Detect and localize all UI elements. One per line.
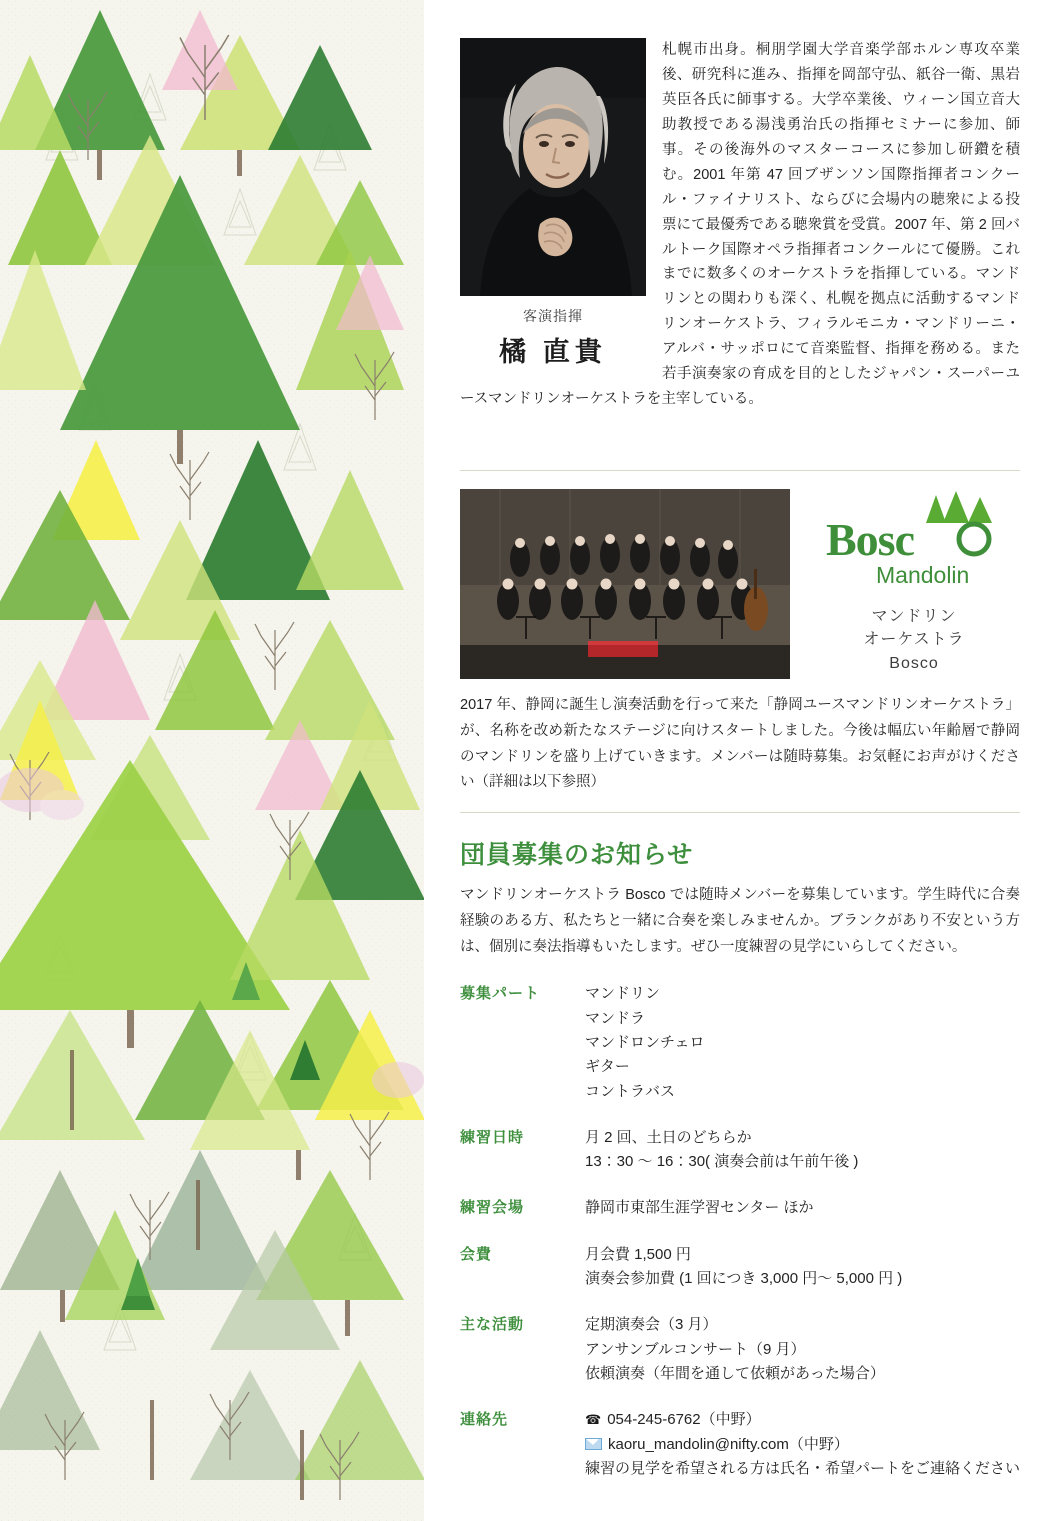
orchestra-stage-photo	[460, 489, 790, 679]
row-label-activities: 主な活動	[460, 1316, 525, 1334]
list-item: 月会費 1,500 円	[584, 1245, 691, 1263]
list-item: マンドラ	[584, 1009, 645, 1027]
row-label-contact: 連絡先	[460, 1411, 509, 1429]
row-value-fee	[585, 1243, 1020, 1314]
forest-illustration	[0, 0, 424, 1521]
list-item: コントラバス	[584, 1082, 675, 1100]
list-item: マンドリン	[584, 985, 660, 1003]
contact-email-line[interactable]	[585, 1433, 1020, 1457]
list-item: 月 2 回、土日のどちらか	[584, 1128, 752, 1146]
bosco-subtitle	[808, 605, 1020, 675]
recruitment-lead-text: マンドリンオーケストラ Bosco では随時メンバーを募集しています。学生時代に合奏経験のある方、私たちと一緒に合奏を楽しみませんか。ブランクがあり不安という方は、個別に奏法指導もいたします。ぜひ一度練習の見学にいらしてください。	[460, 887, 1020, 955]
svg-text:Bosc: Bosc	[826, 514, 914, 566]
row-value-schedule	[585, 1126, 1020, 1197]
conductor-section	[460, 38, 1020, 412]
list-item: 演奏会参加費 (1 回につき 3,000 円〜 5,000 円 )	[584, 1270, 903, 1288]
table-row	[460, 1313, 1020, 1408]
contact-note: 練習の見学を希望される方は氏名・希望パートをご連絡ください	[584, 1459, 1020, 1477]
row-value-parts	[585, 982, 1020, 1125]
list-item: アンサンブルコンサート（9 月）	[584, 1340, 806, 1358]
phone-icon: ☎	[584, 1412, 602, 1428]
recruitment-title: 団員募集のお知らせ	[460, 841, 694, 869]
conductor-photo-block	[460, 38, 646, 369]
row-label-fee: 会費	[460, 1245, 493, 1263]
list-item: マンドロンチェロ	[584, 1033, 705, 1051]
row-value-activities	[585, 1313, 1020, 1408]
contact-email[interactable]: kaoru_mandolin@nifty.com（中野）	[607, 1435, 849, 1453]
table-row-contact	[460, 1408, 1020, 1503]
contact-phone: 054-245-6762（中野）	[607, 1411, 761, 1429]
conductor-biography: 札幌市出身。桐朋学園大学音楽学部ホルン専攻卒業後、研究科に進み、指揮を岡部守弘、紙谷一衛、黒岩英臣各氏に師事する。大学卒業後、ウィーン国立音大助教授である湯浅勇治氏の指揮セミナーに参加、師事。その後海外のマスターコースに参加し研鑽を積む。2001 年第 47 回ブザンソン国際指揮者コンクール・ファイナリスト、ならびに会場内の聴衆による投票にて最優秀である聴衆賞を受賞。2007 年、第 2 回バルトーク国際オペラ指揮者コンクールにて優勝。これまでに数多くのオーケストラを指揮している。マンドリンとの関わりも深く、札幌を拠点に活動するマンドリンオーケストラ、フィラルモニカ・マンドリーニ・アルバ・サッポロにて音楽監督、指揮を務める。また若手演奏家の育成を目的としたジャパン・スーパーユースマンドリンオーケストラを主宰している。	[460, 42, 1020, 408]
contact-phone-line	[585, 1408, 1020, 1432]
list-item: 依頼演奏（年間を通して依頼があった場合）	[584, 1364, 885, 1382]
list-item: ギター	[584, 1058, 630, 1076]
table-row	[460, 1243, 1020, 1314]
conductor-portrait-photo	[460, 38, 646, 296]
bosco-section	[460, 470, 1020, 796]
row-value-venue	[585, 1196, 1020, 1242]
recruitment-section	[460, 812, 1020, 1503]
divider-top-bosco	[460, 470, 1020, 471]
svg-text:Mandolin: Mandolin	[876, 562, 970, 589]
list-item: 静岡市東部生涯学習センター ほか	[584, 1199, 814, 1217]
bosco-logo	[808, 489, 1020, 679]
bosco-logo-icon	[824, 489, 1004, 599]
decorative-forest-panel	[0, 0, 424, 1521]
list-item: 13：30 〜 16：30( 演奏会前は午前午後 )	[584, 1153, 859, 1171]
row-label-schedule: 練習日時	[460, 1128, 525, 1146]
conductor-role-label: 客演指揮	[523, 308, 583, 324]
table-row	[460, 982, 1020, 1125]
list-item: 定期演奏会（3 月）	[584, 1316, 718, 1334]
content-column	[424, 0, 1052, 1521]
table-row	[460, 1126, 1020, 1197]
mail-icon	[585, 1438, 602, 1450]
conductor-name: 橘 直貴	[499, 337, 607, 367]
bosco-sub-line1: マンドリン	[871, 608, 957, 626]
row-value-contact	[585, 1408, 1020, 1503]
row-label-parts: 募集パート	[460, 985, 541, 1003]
bosco-sub-line2: オーケストラ	[863, 631, 965, 649]
row-label-venue: 練習会場	[460, 1199, 525, 1217]
divider-top-recruit	[460, 812, 1020, 813]
bosco-description: 2017 年、静岡に誕生し演奏活動を行って来た「静岡ユースマンドリンオーケストラ」が、名称を改め新たなステージに向けスタートしました。今後は幅広い年齢層で静岡のマンドリンを盛り上げていきます。メンバーは随時募集。お気軽にお声がけください（詳細は以下参照）	[460, 697, 1020, 791]
table-row	[460, 1196, 1020, 1242]
bosco-sub-line3: Bosco	[889, 654, 939, 672]
recruitment-details-table	[460, 982, 1020, 1503]
